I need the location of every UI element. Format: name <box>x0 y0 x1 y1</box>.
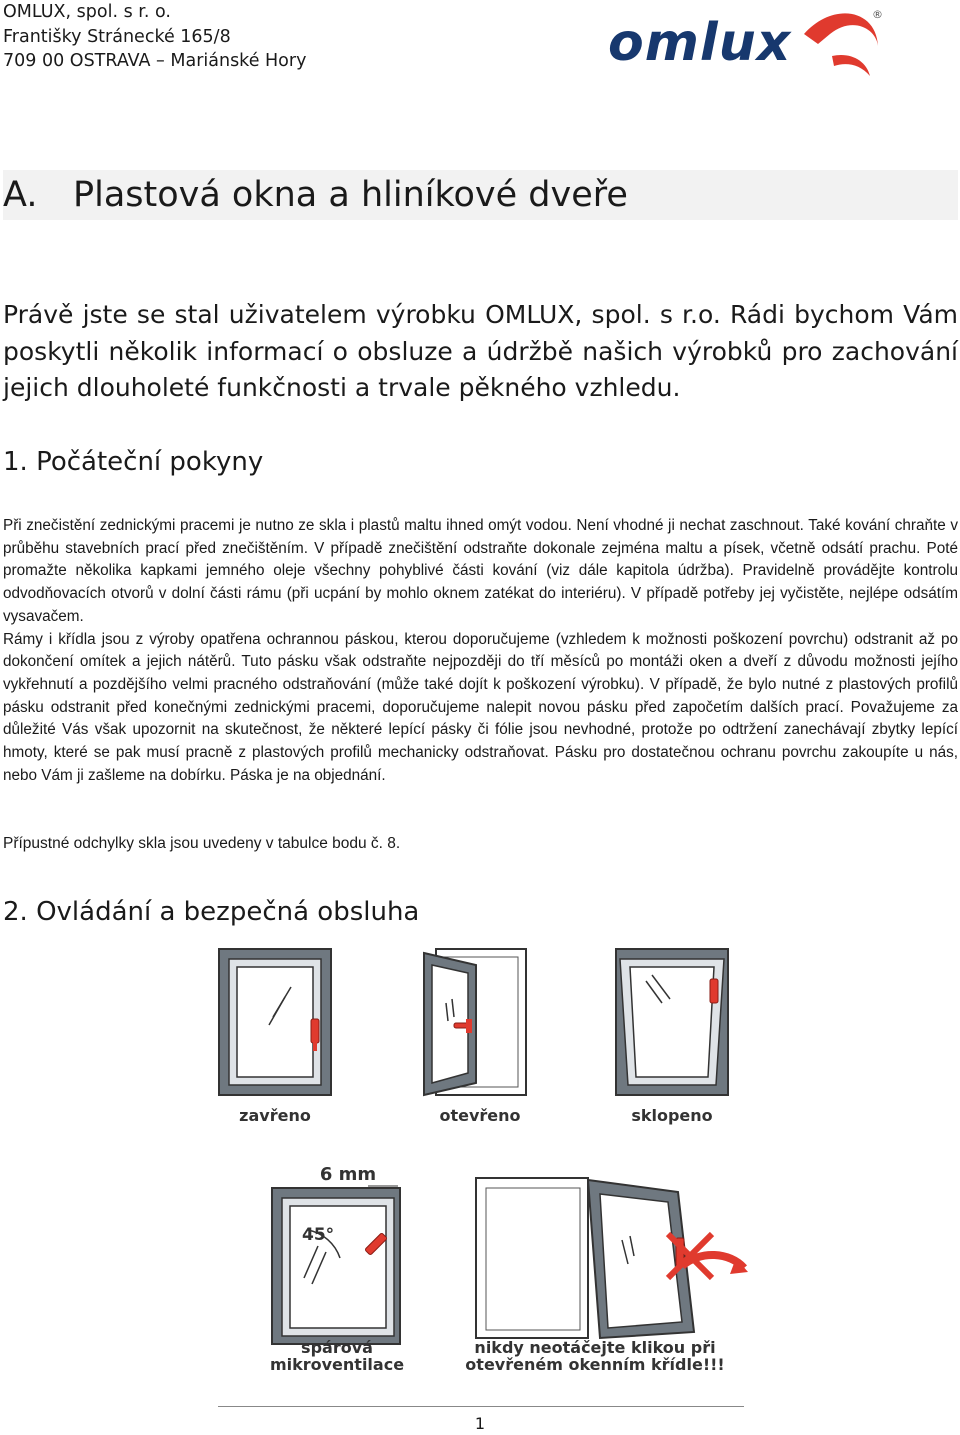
caption-warning-line1: nikdy neotáčejte klikou při <box>474 1338 716 1357</box>
page-number: 1 <box>474 1414 486 1433</box>
company-city: 709 00 OSTRAVA – Mariánské Hory <box>3 51 307 71</box>
handle-warning-illustration <box>468 1170 748 1345</box>
footer-divider <box>218 1406 744 1407</box>
section-2-title: 2. Ovládání a bezpečná obsluha <box>3 897 420 927</box>
company-street: Františky Stránecké 165/8 <box>3 26 231 47</box>
closed-window-illustration <box>215 945 335 1100</box>
caption-open: otevřeno <box>439 1106 521 1125</box>
caption-ventilation-line1: spárová <box>301 1338 373 1357</box>
company-address <box>3 0 306 74</box>
open-window-illustration <box>410 945 530 1100</box>
tolerance-note: Přípustné odchylky skla jsou uvedeny v tabulce bodu č. 8. <box>3 835 401 852</box>
section-1-paragraph: Při znečistění zednickými pracemi je nutno ze skla i plastů maltu ihned omýt vodou. Není vhodné ji nechat zaschnout. Také kování chraňte v průběhu stavebních prací před znečištěním. V případě znečištění odstraňte dokonale zejména maltu a písek, včetně odsátí prachu. Poté promažte několika kapkami jemného oleje všechny pohyblivé části kování (viz dále kapitola údržba). Pravidelně provádějte kontrolu odvodňovacích otvorů v dolní části rámu (při ucpání by mohlo oknem zatékat do interiéru). V případě potřeby jej vyčistěte, nejlépe odsátím vysavačem. <box>3 517 958 625</box>
angle-label: 45° <box>302 1225 335 1245</box>
section-1-body <box>3 515 958 787</box>
caption-closed: zavřeno <box>239 1106 311 1125</box>
caption-ventilation-line2: mikroventilace <box>269 1355 405 1374</box>
intro-paragraph: Právě jste se stal uživatelem výrobku OMLUX, spol. s r.o. Rádi bychom Vám poskytli několik informací o obsluze a údržbě našich výrobků pro zachování jejich dlouholeté funkčnosti a trvale pěkného vzhledu. <box>3 300 958 402</box>
section-a-title: Plastová okna a hliníkové dveře <box>73 175 628 215</box>
omlux-logo <box>604 4 890 84</box>
registered-mark: ® <box>872 8 883 21</box>
company-name: OMLUX, spol. s r. o. <box>3 2 171 22</box>
section-1-paragraph: Rámy i křídla jsou z výroby opatřena ochrannou páskou, kterou doporučujeme (vzhledem k možnosti poškození povrchu) odstranit až po dokončení omítek a jejich nátěrů. Tuto pásku však odstraňte nejpozději do tří měsíců po montáži oken a dveří z důvodu možnosti jejího vykřehnutí a pozdějšího velmi pracného odstraňování (může také dojít k poškození výrobku). V případě, že bylo nutné z plastových profilů pásku odstranit před konečnými zednickými pracemi, doporučujeme nalepit novou pásku před započetím dalších prací. Považujeme za důležité Vás však upozornit na skutečnost, že některé lepící pásky či fólie jsou nevhodné, protože po odtržení zanechávají zbytky lepící hmoty, které se pak musí pracně z plastových profilů mechanicky odstraňovat. Pásku pro dostatečnou ochranu povrchu zakoupíte u nás, nebo Vám ji zašleme na dobírku. Páska je na objednání. <box>3 630 958 784</box>
caption-warning <box>462 1339 728 1373</box>
tilted-window-illustration <box>612 945 732 1100</box>
section-1-title: 1. Počáteční pokyny <box>3 447 264 477</box>
caption-ventilation <box>262 1339 412 1373</box>
caption-warning-line2: otevřeném okenním křídle!!! <box>465 1355 725 1374</box>
section-a-number: A. <box>3 175 38 215</box>
logo-wordmark: omlux <box>608 13 792 73</box>
gap-label: 6 mm <box>319 1164 377 1185</box>
caption-tilted: sklopeno <box>631 1106 713 1125</box>
micro-ventilation-illustration <box>268 1160 408 1350</box>
section-a-heading <box>3 170 958 220</box>
